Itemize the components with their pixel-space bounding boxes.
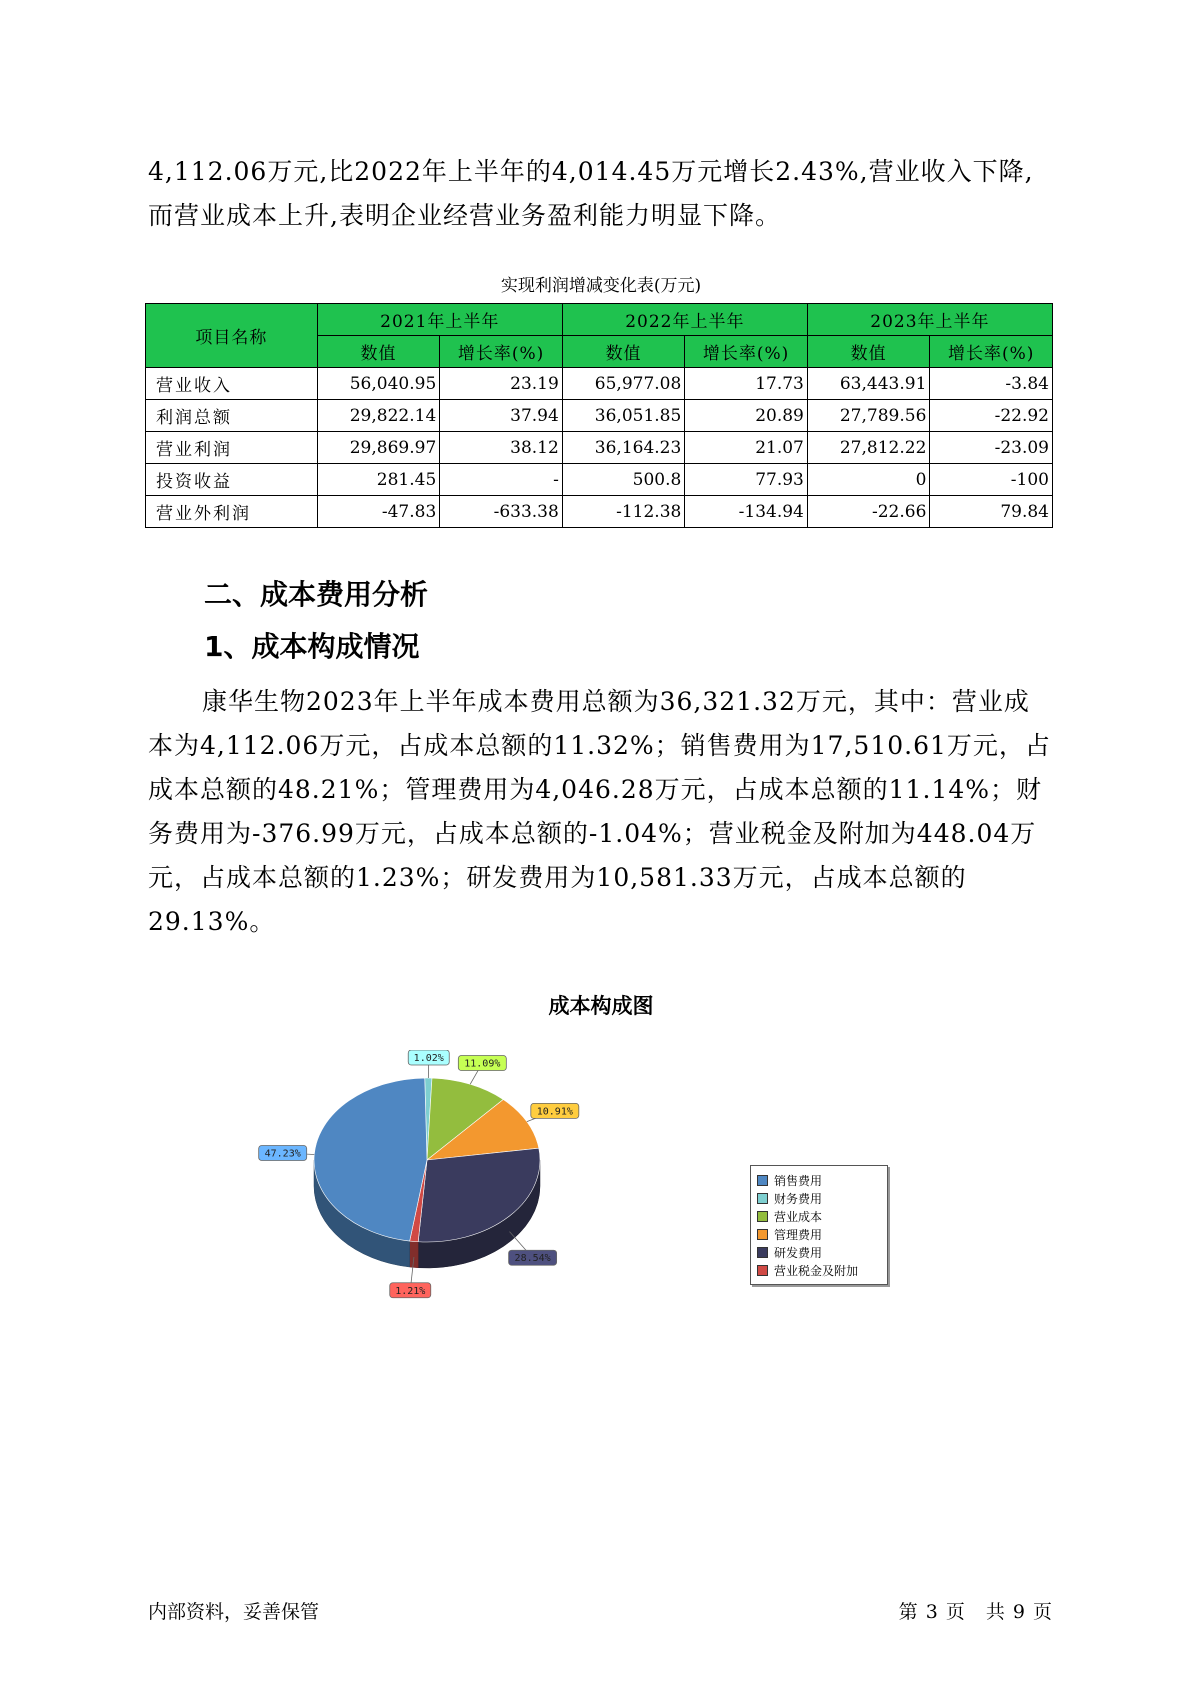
table-cell: 29,822.14 [317, 400, 440, 432]
header-value: 数值 [562, 336, 685, 368]
intro-paragraph: 4,112.06万元,比2022年上半年的4,014.45万元增长2.43%,营业收入下降,而营业成本上升,表明企业经营业务盈利能力明显下降。 [148, 157, 1034, 230]
legend-item [757, 1207, 881, 1225]
table-cell: 27,812.22 [807, 432, 930, 464]
header-value: 数值 [317, 336, 440, 368]
header-growth: 增长率(%) [440, 336, 563, 368]
table-cell: 65,977.08 [562, 368, 685, 400]
legend-item [757, 1225, 881, 1243]
table-cell: 21.07 [685, 432, 808, 464]
header-year: 2022年上半年 [562, 304, 807, 336]
table-cell: 38.12 [440, 432, 563, 464]
table-cell: -112.38 [562, 496, 685, 528]
table-cell: 37.94 [440, 400, 563, 432]
header-item-name: 项目名称 [146, 304, 318, 368]
table-cell: 17.73 [685, 368, 808, 400]
table-cell: -22.92 [930, 400, 1053, 432]
row-name: 投资收益 [146, 464, 318, 496]
legend-label: 管理费用 [774, 1227, 823, 1242]
legend-label: 营业成本 [774, 1209, 823, 1224]
pie-data-label: 10.91% [536, 1106, 573, 1118]
header-year: 2021年上半年 [317, 304, 562, 336]
pie-data-label: 1.21% [395, 1285, 426, 1297]
legend-swatch [757, 1193, 768, 1204]
pie-slice-side [410, 1241, 419, 1268]
pie-data-label: 1.02% [413, 1053, 444, 1064]
legend-swatch [757, 1175, 768, 1186]
table-cell: -134.94 [685, 496, 808, 528]
table-cell: 36,164.23 [562, 432, 685, 464]
row-name: 营业收入 [146, 368, 318, 400]
table-caption: 实现利润增减变化表(万元) [500, 276, 702, 296]
table-row [146, 496, 1053, 528]
legend-label: 营业税金及附加 [774, 1263, 859, 1278]
table-cell: 500.8 [562, 464, 685, 496]
subsection-heading: 1、成本构成情况 [204, 630, 420, 663]
header-value: 数值 [807, 336, 930, 368]
table-cell: - [440, 464, 563, 496]
table-cell: 0 [807, 464, 930, 496]
legend-label: 研发费用 [774, 1245, 823, 1260]
legend-item [757, 1189, 881, 1207]
table-cell: -3.84 [930, 368, 1053, 400]
table-cell: -22.66 [807, 496, 930, 528]
pie-data-label: 28.54% [514, 1253, 551, 1265]
legend-swatch [757, 1229, 768, 1240]
legend-label: 财务费用 [774, 1191, 823, 1206]
header-growth: 增长率(%) [685, 336, 808, 368]
legend-swatch [757, 1211, 768, 1222]
chart-legend [750, 1165, 888, 1285]
table-cell: 63,443.91 [807, 368, 930, 400]
table-cell: 29,869.97 [317, 432, 440, 464]
table-cell: 27,789.56 [807, 400, 930, 432]
footer-confidential: 内部资料，妥善保管 [148, 1601, 320, 1623]
table-cell: -100 [930, 464, 1053, 496]
table-row [146, 368, 1053, 400]
header-growth: 增长率(%) [930, 336, 1053, 368]
legend-swatch [757, 1247, 768, 1258]
table-cell: -633.38 [440, 496, 563, 528]
footer-page-number: 第 3 页 共 9 页 [898, 1601, 1053, 1623]
table-row [146, 432, 1053, 464]
profit-table [145, 303, 1053, 528]
legend-label: 销售费用 [774, 1173, 823, 1188]
table-cell: 56,040.95 [317, 368, 440, 400]
header-year: 2023年上半年 [807, 304, 1052, 336]
legend-item [757, 1261, 881, 1279]
row-name: 利润总额 [146, 400, 318, 432]
cost-pie-chart [220, 1050, 640, 1310]
legend-item [757, 1171, 881, 1189]
table-row [146, 400, 1053, 432]
table-cell: 23.19 [440, 368, 563, 400]
table-cell: 36,051.85 [562, 400, 685, 432]
table-cell: 79.84 [930, 496, 1053, 528]
row-name: 营业外利润 [146, 496, 318, 528]
pie-data-label: 11.09% [464, 1058, 501, 1070]
table-cell: -23.09 [930, 432, 1053, 464]
pie-data-label: 47.23% [264, 1148, 301, 1160]
table-cell: 281.45 [317, 464, 440, 496]
table-cell: -47.83 [317, 496, 440, 528]
legend-swatch [757, 1265, 768, 1276]
chart-title: 成本构成图 [548, 994, 654, 1018]
legend-item [757, 1243, 881, 1261]
table-cell: 20.89 [685, 400, 808, 432]
row-name: 营业利润 [146, 432, 318, 464]
section-heading: 二、成本费用分析 [204, 578, 429, 611]
table-cell: 77.93 [685, 464, 808, 496]
cost-paragraph: 康华生物2023年上半年成本费用总额为36,321.32万元，其中：营业成本为4,112.06万元，占成本总额的11.32%；销售费用为17,510.61万元，占成本总额的48.21%；管理费用为4,046.28万元，占成本总额的11.14%；财务费用为-376.99万元，占成本总额的-1.04%；营业税金及附加为448.04万元，占成本总额的1.23%；研发费用为10,581.33万元，占成本总额的29.13%。 [148, 687, 1051, 936]
table-row [146, 464, 1053, 496]
